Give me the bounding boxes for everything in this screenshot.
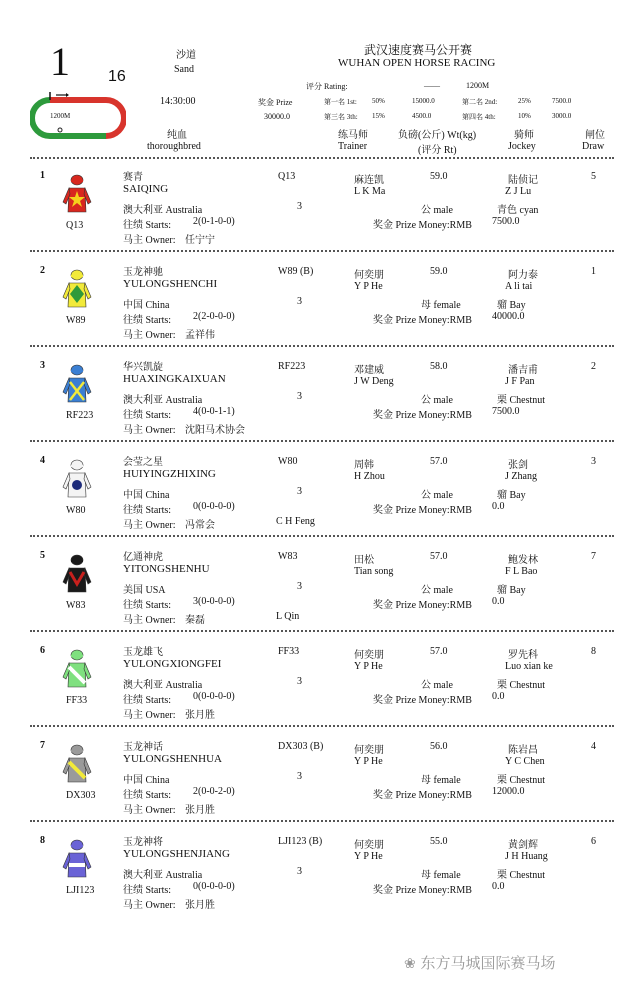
prize-1st-pct: 50%	[372, 97, 385, 105]
race-entry	[0, 445, 640, 540]
silk-code: Q13	[66, 220, 84, 231]
horse-code: LJI123 (B)	[278, 836, 323, 847]
silk-code: W89	[66, 315, 86, 326]
owner-label: 马主 Owner:	[123, 615, 176, 626]
trainer-en: H Zhou	[354, 471, 385, 482]
jockey-cn: 黄剑辉	[508, 840, 538, 851]
prize-money-value: 0.0	[492, 596, 505, 607]
prize-1st-amount: 15000.0	[412, 97, 435, 105]
draw: 5	[591, 171, 596, 182]
starts-value: 0(0-0-0-0)	[193, 881, 235, 892]
prize-money-label: 奖金 Prize Money:RMB	[373, 315, 472, 326]
horse-color: 栗 Chestnut	[497, 870, 546, 881]
entry-divider	[30, 440, 614, 442]
horse-country: 澳大利亚 Australia	[123, 205, 203, 216]
horse-country: 澳大利亚 Australia	[123, 680, 203, 691]
owner-name: 沈阳马术协会	[185, 425, 245, 436]
horse-code: DX303 (B)	[278, 741, 324, 752]
owner-label: 马主 Owner:	[123, 805, 176, 816]
horse-age: 3	[297, 676, 302, 687]
horse-sex: 母 female	[421, 870, 461, 881]
jockey-silk-icon	[62, 552, 92, 596]
horse-sex: 母 female	[421, 775, 461, 786]
prize-money-value: 0.0	[492, 501, 505, 512]
horse-country: 澳大利亚 Australia	[123, 395, 203, 406]
prize-money-label: 奖金 Prize Money:RMB	[373, 695, 472, 706]
surface-en: Sand	[174, 64, 194, 75]
silk-code: RF223	[66, 410, 94, 421]
draw: 2	[591, 361, 596, 372]
horse-name-cn: 会莹之星	[123, 457, 163, 468]
jockey-en: F L Bao	[505, 566, 538, 577]
jockey-en: Z J Lu	[505, 186, 532, 197]
col-jockey-en: Jockey	[508, 141, 536, 152]
owner-name: 张月胜	[185, 710, 215, 721]
starts-value: 3(0-0-0-0)	[193, 596, 235, 607]
horse-age: 3	[297, 296, 302, 307]
horse-country: 中国 China	[123, 300, 170, 311]
starts-label: 往绩 Starts:	[123, 885, 172, 896]
trainer-en: L K Ma	[354, 186, 386, 197]
prize-money-value: 7500.0	[492, 406, 520, 417]
entry-divider	[30, 345, 614, 347]
silk-code: FF33	[66, 695, 88, 706]
horse-code: W80	[278, 456, 298, 467]
race-title-cn: 武汉速度赛马公开赛	[364, 43, 473, 57]
horse-color: 栗 Chestnut	[497, 775, 546, 786]
col-draw-cn: 闸位	[585, 130, 605, 141]
horse-code: FF33	[278, 646, 300, 657]
jockey-silk-icon	[62, 172, 92, 216]
prize-3rd-label: 第三名 3th:	[324, 113, 358, 121]
horse-sex: 公 male	[421, 585, 453, 596]
trainer-en: Y P He	[354, 851, 383, 862]
race-number: 1	[50, 39, 70, 84]
starts-label: 往绩 Starts:	[123, 220, 172, 231]
horse-name-en: YULONGSHENCHI	[123, 278, 218, 290]
trainer-en: Tian song	[354, 566, 394, 577]
prize-4th-pct: 10%	[518, 112, 531, 120]
draw: 6	[591, 836, 596, 847]
weight: 56.0	[430, 741, 448, 752]
horse-name-cn: 玉龙神驰	[123, 267, 163, 278]
owner-label: 马主 Owner:	[123, 425, 176, 436]
prize-2nd-amount: 7500.0	[552, 97, 572, 105]
jockey-silk-icon	[62, 647, 92, 691]
rating-label: 评分 Rating:	[306, 82, 348, 91]
starts-value: 0(0-0-0-0)	[193, 691, 235, 702]
prize-money-label: 奖金 Prize Money:RMB	[373, 600, 472, 611]
trainer-cn: 何奕朋	[354, 840, 384, 851]
horse-color: 骝 Bay	[497, 490, 526, 501]
breed-en: thoroughbred	[147, 141, 201, 152]
trainer-cn: 周韩	[354, 460, 374, 471]
jockey-silk-icon	[62, 362, 92, 406]
jockey-silk-icon	[62, 837, 92, 881]
prize-4th-label: 第四名 4th:	[462, 113, 496, 121]
horse-code: Q13	[278, 171, 296, 182]
entry-number: 8	[40, 835, 45, 846]
horse-color: 骝 Bay	[497, 585, 526, 596]
starts-label: 往绩 Starts:	[123, 600, 172, 611]
surface-cn: 沙道	[176, 50, 196, 61]
owner-name: 张月胜	[185, 900, 215, 911]
horse-name-en: SAIQING	[123, 183, 169, 195]
horse-name-en: HUAXINGKAIXUAN	[123, 373, 226, 385]
horse-color: 栗 Chestnut	[497, 680, 546, 691]
jockey-silk-icon	[62, 742, 92, 786]
prize-money-value: 0.0	[492, 691, 505, 702]
horse-code: W83	[278, 551, 298, 562]
col-jockey-cn: 骑师	[514, 130, 534, 141]
owner-name: 秦磊	[185, 615, 205, 626]
silk-code: LJI123	[66, 885, 95, 896]
col-weight-cn: 负磅(公斤) Wt(kg)	[398, 130, 477, 141]
horse-age: 3	[297, 201, 302, 212]
prize-total: 30000.0	[264, 112, 290, 121]
weight: 55.0	[430, 836, 448, 847]
horse-country: 美国 USA	[123, 585, 166, 596]
race-entry	[0, 635, 640, 730]
trainer-en: Y P He	[354, 661, 383, 672]
draw: 1	[591, 266, 596, 277]
prize-1st-label: 第一名 1st:	[324, 98, 357, 106]
horse-color: 青色 cyan	[497, 205, 539, 216]
jockey-cn: 陆侦记	[508, 175, 538, 186]
prize-money-value: 12000.0	[492, 786, 525, 797]
horse-age: 3	[297, 866, 302, 877]
weight: 59.0	[430, 266, 448, 277]
jockey-silk-icon	[62, 457, 92, 501]
col-draw-en: Draw	[582, 141, 605, 152]
horse-sex: 公 male	[421, 490, 453, 501]
horse-age: 3	[297, 486, 302, 497]
trainer-en: Y P He	[354, 281, 383, 292]
owner-name: 张月胜	[185, 805, 215, 816]
prize-money-value: 40000.0	[492, 311, 525, 322]
starts-label: 往绩 Starts:	[123, 505, 172, 516]
prize-4th-amount: 3000.0	[552, 112, 572, 120]
horse-age: 3	[297, 771, 302, 782]
race-title-en: WUHAN OPEN HORSE RACING	[338, 57, 496, 69]
starts-label: 往绩 Starts:	[123, 790, 172, 801]
jockey-silk-icon	[62, 267, 92, 311]
jockey-en: J Zhang	[505, 471, 537, 482]
horse-color: 栗 Chestnut	[497, 395, 546, 406]
distance: 1200M	[466, 81, 490, 90]
jockey-cn: 陈岩昌	[508, 745, 538, 756]
horse-name-en: HUIYINGZHIXING	[123, 468, 216, 480]
owner-label: 马主 Owner:	[123, 900, 176, 911]
weight: 57.0	[430, 646, 448, 657]
prize-money-value: 7500.0	[492, 216, 520, 227]
starts-value: 0(0-0-0-0)	[193, 501, 235, 512]
owner-name: 孟祥伟	[185, 330, 215, 341]
silk-code: DX303	[66, 790, 96, 801]
jockey-en: Y C Chen	[505, 756, 545, 767]
entry-divider	[30, 535, 614, 537]
prize-2nd-pct: 25%	[518, 97, 531, 105]
starts-label: 往绩 Starts:	[123, 315, 172, 326]
track-distance-label: 1200M	[50, 112, 71, 120]
owner-label: 马主 Owner:	[123, 330, 176, 341]
draw: 8	[591, 646, 596, 657]
rating-value: ____	[424, 79, 440, 88]
weight: 59.0	[430, 171, 448, 182]
horse-name-cn: 华兴凯旋	[123, 362, 163, 373]
draw: 7	[591, 551, 596, 562]
entry-number: 5	[40, 550, 45, 561]
race-entry	[0, 160, 640, 255]
horse-age: 3	[297, 391, 302, 402]
trainer-cn: 田松	[354, 555, 374, 566]
horse-country: 澳大利亚 Australia	[123, 870, 203, 881]
prize-money-value: 0.0	[492, 881, 505, 892]
jockey-cn: 鲍发林	[508, 555, 538, 566]
entry-number: 1	[40, 170, 45, 181]
owner-name-en: C H Feng	[276, 516, 315, 527]
entry-divider	[30, 250, 614, 252]
entry-divider	[30, 725, 614, 727]
runner-count: 16	[108, 68, 126, 85]
horse-country: 中国 China	[123, 775, 170, 786]
race-entry	[0, 350, 640, 445]
trainer-en: J W Deng	[354, 376, 394, 387]
race-time: 14:30:00	[160, 96, 196, 107]
breed-cn: 纯血	[167, 130, 187, 141]
horse-code: W89 (B)	[278, 266, 314, 277]
race-entry	[0, 540, 640, 635]
horse-name-cn: 亿通神虎	[123, 552, 163, 563]
starts-label: 往绩 Starts:	[123, 410, 172, 421]
owner-name-en: L Qin	[276, 611, 300, 622]
track-diagram	[30, 92, 126, 144]
owner-name: 冯常会	[185, 520, 215, 531]
header-divider	[30, 157, 614, 159]
horse-name-en: YULONGSHENHUA	[123, 753, 222, 765]
weight: 58.0	[430, 361, 448, 372]
prize-money-label: 奖金 Prize Money:RMB	[373, 505, 472, 516]
prize-3rd-amount: 4500.0	[412, 112, 432, 120]
jockey-en: J F Pan	[505, 376, 535, 387]
col-trainer-cn: 练马师	[338, 130, 368, 141]
weight: 57.0	[430, 456, 448, 467]
owner-label: 马主 Owner:	[123, 520, 176, 531]
horse-code: RF223	[278, 361, 306, 372]
jockey-en: Luo xian ke	[505, 661, 553, 672]
draw: 3	[591, 456, 596, 467]
jockey-cn: 张剑	[508, 460, 528, 471]
race-entry	[0, 255, 640, 350]
horse-sex: 公 male	[421, 395, 453, 406]
trainer-cn: 邓建威	[354, 365, 384, 376]
horse-country: 中国 China	[123, 490, 170, 501]
owner-label: 马主 Owner:	[123, 710, 176, 721]
wechat-icon: ❀	[404, 956, 416, 972]
trainer-en: Y P He	[354, 756, 383, 767]
jockey-cn: 潘吉甫	[508, 365, 538, 376]
starts-value: 4(0-0-1-1)	[193, 406, 235, 417]
horse-sex: 公 male	[421, 680, 453, 691]
prize-2nd-label: 第二名 2nd:	[462, 98, 498, 106]
entry-number: 4	[40, 455, 45, 466]
trainer-cn: 何奕朋	[354, 650, 384, 661]
entry-divider	[30, 630, 614, 632]
starts-value: 2(0-1-0-0)	[193, 216, 235, 227]
col-weight-en: (评分 Rt)	[418, 145, 457, 156]
trainer-cn: 何奕朋	[354, 745, 384, 756]
prize-label: 奖金 Prize	[258, 98, 293, 107]
weight: 57.0	[430, 551, 448, 562]
silk-code: W80	[66, 505, 86, 516]
starts-label: 往绩 Starts:	[123, 695, 172, 706]
horse-sex: 母 female	[421, 300, 461, 311]
prize-3rd-pct: 15%	[372, 112, 385, 120]
entry-number: 3	[40, 360, 45, 371]
col-trainer-en: Trainer	[338, 141, 368, 152]
entry-number: 7	[40, 740, 45, 751]
entry-divider	[30, 820, 614, 822]
entry-number: 2	[40, 265, 45, 276]
horse-color: 骝 Bay	[497, 300, 526, 311]
trainer-cn: 何奕朋	[354, 270, 384, 281]
horse-name-en: YULONGXIONGFEI	[123, 658, 222, 670]
prize-money-label: 奖金 Prize Money:RMB	[373, 790, 472, 801]
starts-value: 2(2-0-0-0)	[193, 311, 235, 322]
trainer-cn: 麻连凯	[354, 175, 384, 186]
horse-name-cn: 玉龙神话	[123, 742, 163, 753]
prize-money-label: 奖金 Prize Money:RMB	[373, 220, 472, 231]
horse-age: 3	[297, 581, 302, 592]
race-entry	[0, 825, 640, 920]
horse-name-cn: 赛青	[123, 172, 143, 183]
race-entry	[0, 730, 640, 825]
horse-name-cn: 玉龙神将	[123, 837, 163, 848]
owner-name: 任宁宁	[185, 235, 215, 246]
horse-name-en: YITONGSHENHU	[123, 563, 210, 575]
draw: 4	[591, 741, 596, 752]
jockey-en: A li tai	[505, 281, 533, 292]
jockey-cn: 罗先科	[508, 650, 538, 661]
jockey-en: J H Huang	[505, 851, 548, 862]
prize-money-label: 奖金 Prize Money:RMB	[373, 885, 472, 896]
jockey-cn: 阿力泰	[508, 270, 538, 281]
silk-code: W83	[66, 600, 86, 611]
owner-label: 马主 Owner:	[123, 235, 176, 246]
prize-money-label: 奖金 Prize Money:RMB	[373, 410, 472, 421]
footer-watermark: ❀ 东方马城国际赛马场	[404, 954, 556, 972]
horse-sex: 公 male	[421, 205, 453, 216]
horse-name-cn: 玉龙雄飞	[123, 647, 163, 658]
starts-value: 2(0-0-2-0)	[193, 786, 235, 797]
horse-name-en: YULONGSHENJIANG	[123, 848, 230, 860]
entry-number: 6	[40, 645, 45, 656]
